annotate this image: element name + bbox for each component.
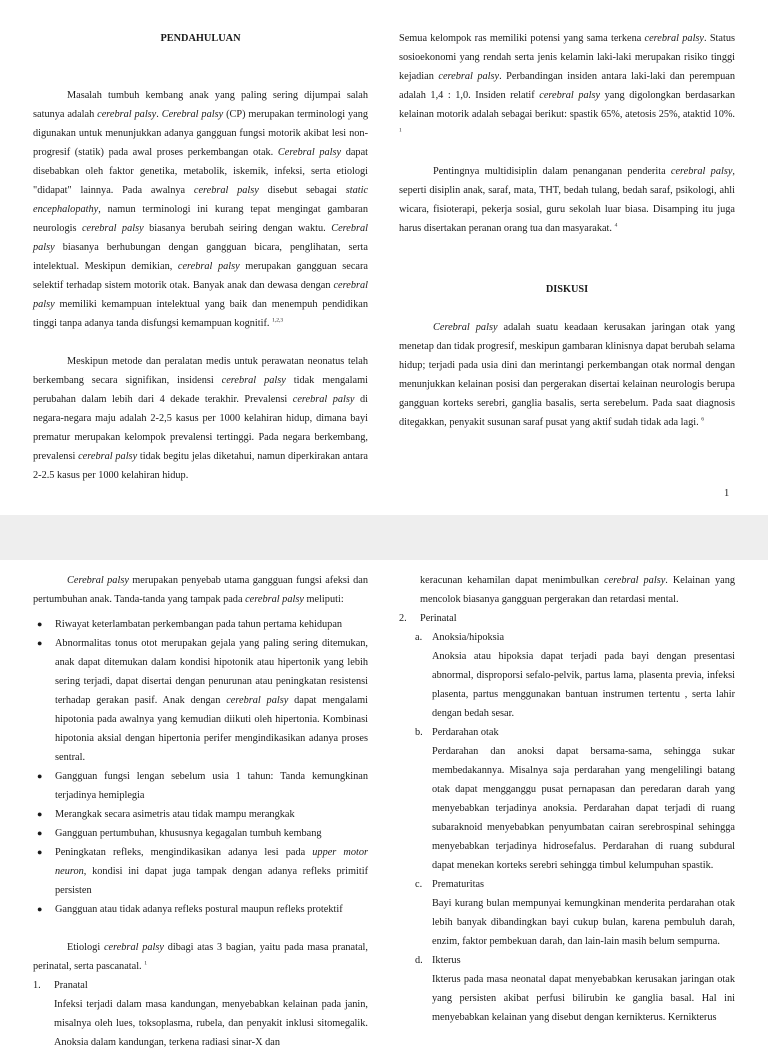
sub-item-prematuritas: c. Prematuritas Bayi kurang bulan mempunyai kemungkinan menderita perdarahan otak lebih banyak dibandingkan bayi cukup bulan, karena pembuluh darah, enzim, faktor pembekuan darah, dan lain-lain masih belum sempurna. [399,875,735,951]
list-item: ● Abnormalitas tonus otot merupakan gejala yang paling sering ditemukan, anak dapat ditemukan dalam kondisi hipotonik atau hipertonik yang lebih sering terjadi, dapat disertai dengan penurunan atau peningkatan resistensi terhadap gerakan pasif. Anak dengan cerebral palsy dapat mengalami hipotonia pada awalnya yang kemudian diikuti oleh hipertonia. Kombinasi hipotonia aksial dengan hipertonia perifer mengindikasikan adanya proses sentral. [33,634,368,767]
page-number: 1 [724,488,730,499]
sub-item-text: Anoksia atau hipoksia dapat terjadi pada bayi dengan presentasi abnormal, disproporsi sefalo-pelvik, partus lama, plasenta previa, infeksi plasenta, partus menggunakan bantuan instrumen tertentu , serta lahir dengan bedah sesar. [432,651,735,719]
list-item: ● Peningkatan refleks, mengindikasikan adanya lesi pada upper motor neuron, kondisi ini dapat juga tampak dengan adanya refleks primitif persisten [33,843,368,900]
paragraph: Cerebral palsy merupakan penyebab utama gangguan fungsi afeksi dan pertumbuhan anak. Tanda-tanda yang tampak pada cerebral palsy meliputi: [33,575,369,605]
sub-item-perdarahan: b. Perdarahan otak Perdarahan dan anoksi dapat bersama-sama, sehingga sukar membedakannya. Misalnya saja perdarahan yang mengelilingi batang otak dapat mengganggu pusat pernapasan dan peredaran darah yang menyebabkan terjadinya anoksia. Perdarahan dapat terjadi di ruang subaraknoid menyebabkan penyumbatan cairan serebrospinal sehingga menyebabkan terjadinya hidrosefalus. Perdarahan di ruang subdural dapat menekan korteks serebri sehingga timbul kelumpuhan spastik. [399,723,735,875]
bullet-icon: ● [37,809,43,819]
bullet-icon: ● [37,847,43,857]
sub-item-title: Prematuritas [432,879,485,890]
bullet-icon: ● [37,771,43,781]
sub-item-title: Perdarahan otak [432,727,499,738]
paragraph: Semua kelompok ras memiliki potensi yang sama terkena cerebral palsy. Status sosioekonomi yang rendah serta jenis kelamin laki-laki merupakan risiko tinggi kejadian cerebral palsy. Perbandingan insiden antara laki-laki dan perempuan adalah 1,4 : 1,0. Insiden relatif cerebral palsy yang digolongkan berdasarkan kelainan motorik adalah sebagai berikut: spastik 65%, atetosis 25%, ataktid 10%. $^1$ [399,33,736,134]
sub-item-text: Bayi kurang bulan mempunyai kemungkinan menderita perdarahan otak lebih banyak dibandingkan bayi cukup bulan, karena pembuluh darah, enzim, faktor pembekuan darah, dan lain-lain masih belum sempurna. [432,898,735,947]
bullet-icon: ● [37,638,43,648]
item-title: Pranatal [54,980,88,991]
page-gap [0,515,768,560]
paragraph: Cerebral palsy adalah suatu keadaan kerusakan jaringan otak yang menetap dan tidak progresif, meskipun gambaran klinisnya dapat berubah selama hidup; terjadi pada usia dini dan merintangi perkembangan otak normal dengan menunjukkan kelainan posisi dan pergerakan disertai kelainan neurologis berupa gangguan korteks serebri, ganglia basalis, serta serebelum. Pada saat diagnosis ditegakkan, penyakit susunan saraf pusat yang aktif sudah tidak ada lagi. $^6$ [399,322,735,428]
page2-left-column [33,571,368,1052]
bullet-icon: ● [37,828,43,838]
list-item: ● Riwayat keterlambatan perkembangan pada tahun pertama kehidupan [33,615,368,634]
paragraph: Pentingnya multidisiplin dalam penanganan penderita cerebral palsy, seperti disiplin anak, saraf, mata, THT, bedah tulang, bedah saraf, psikologi, ahli wicara, fisioterapi, pekerja sosial, guru sekolah luar biasa. Disamping itu juga harus disertakan peranan orang tua dan masyarakat. $^4$ [399,166,735,234]
paragraph: Meskipun metode dan peralatan medis untuk perawatan neonatus telah berkembang secara signifikan, insidensi cerebral palsy tidak mengalami perubahan dalam lebih dari 4 dekade terakhir. Prevalensi cerebral palsy di negara-negara maju adalah 2-2,5 kasus per 1000 kelahiran hidup, dimana bayi prematur merupakan kelompok prevalensi tertinggi. Pada negara berkembang, prevalensi cerebral palsy tidak begitu jelas diketahui, namun diperkirakan antara 2-2.5 kasus per 1000 kelahiran hidup. [33,356,368,481]
item-text: Infeksi terjadi dalam masa kandungan, menyebabkan kelainan pada janin, misalnya oleh lues, toksoplasma, rubela, dan penyakit inklusi sitomegalik. Anoksia dalam kandungan, terkena radiasi sinar-X dan [54,999,368,1048]
item-title: Perinatal [420,613,457,624]
list-item: ● Gangguan atau tidak adanya refleks postural maupun refleks protektif [33,900,368,919]
sub-item-ikterus: d. Ikterus Ikterus pada masa neonatal dapat menyebabkan kerusakan jaringan otak yang persisten akibat perfusi bilirubin ke ganglia basal. Hal ini menyebabkan kelainan yang disebut dengan kernikterus. Kernikterus [399,951,735,1027]
bullet-icon: ● [37,619,43,629]
numbered-item-pranatal [33,976,368,1052]
page1-right-column [399,29,735,432]
sub-item-title: Anoksia/hipoksia [432,632,505,643]
sub-item-text: Ikterus pada masa neonatal dapat menyebabkan kerusakan jaringan otak yang persisten akibat perfusi bilirubin ke ganglia basal. Hal ini menyebabkan kelainan yang disebut dengan kernikterus. Kernikterus [432,974,735,1023]
item-number: 2. [399,613,407,624]
page1-left-column [33,29,368,485]
list-item: ● Merangkak secara asimetris atau tidak mampu merangkak [33,805,368,824]
paragraph: Masalah tumbuh kembang anak yang paling sering dijumpai salah satunya adalah cerebral palsy. Cerebral palsy (CP) merupakan terminologi yang digunakan untuk menunjukkan adanya gangguan fungsi motorik akibat lesi non-progresif (statik) pada awal proses perkembangan otak. Cerebral palsy dapat disebabkan oleh faktor genetika, metabolik, iskemik, infeksi, serta etiologi "didapat" lainnya. Pada awalnya cerebral palsy disebut sebagai static encephalopathy, namun terminologi ini kurang tepat mengingat gambaran neurologis cerebral palsy biasanya berubah seiring dengan waktu. Cerebral palsy biasanya berhubungan dengan gangguan bicara, penglihatan, serta intelektual. Meskipun demikian, cerebral palsy merupakan gangguan secara selektif terhadap sistem motorik otak. Banyak anak dan dewasa dengan cerebral palsy memiliki kemampuan intelektual yang baik dan menempuh pendidikan tinggi tanpa adanya tanda disfungsi kemampuan kognitif. $^{1,2,3}$ [33,90,369,329]
sub-item-anoksia: a. Anoksia/hipoksia Anoksia atau hipoksia dapat terjadi pada bayi dengan presentasi abnormal, disproporsi sefalo-pelvik, partus lama, plasenta previa, infeksi plasenta, partus menggunakan bantuan instrumen tertentu , serta lahir dengan bedah sesar. [399,628,735,723]
section-heading-diskusi: DISKUSI [545,284,589,295]
sub-item-text: Perdarahan dan anoksi dapat bersama-sama, sehingga sukar membedakannya. Misalnya saja perdarahan yang mengelilingi batang otak dapat mengganggu pusat pernapasan dan peredaran darah yang menyebabkan terjadinya anoksia. Perdarahan dapat terjadi di ruang subaraknoid menyebabkan penyumbatan cairan serebrospinal sehingga menyebabkan terjadinya hidrosefalus. Perdarahan di ruang subdural dapat menekan korteks serebri sehingga timbul kelumpuhan spastik. [432,746,735,871]
bullet-icon: ● [37,904,43,914]
symptom-list [33,615,368,919]
list-item: ● Gangguan fungsi lengan sebelum usia 1 tahun: Tanda kemungkinan terjadinya hemiplegia [33,767,368,805]
list-item: ● Gangguan pertumbuhan, khususnya kegagalan tumbuh kembang [33,824,368,843]
sub-item-title: Ikterus [432,955,461,966]
numbered-item-perinatal [399,609,735,628]
item-number: 1. [33,980,41,991]
paragraph: Etiologi cerebral palsy dibagi atas 3 bagian, yaitu pada masa pranatal, perinatal, serta pascanatal. $^1$ [33,942,368,972]
paragraph: keracunan kehamilan dapat menimbulkan cerebral palsy. Kelainan yang mencolok biasanya gangguan pergerakan dan retardasi mental. [420,575,735,605]
section-heading-pendahuluan: PENDAHULUAN [160,33,241,44]
page2-right-column [399,571,735,1027]
